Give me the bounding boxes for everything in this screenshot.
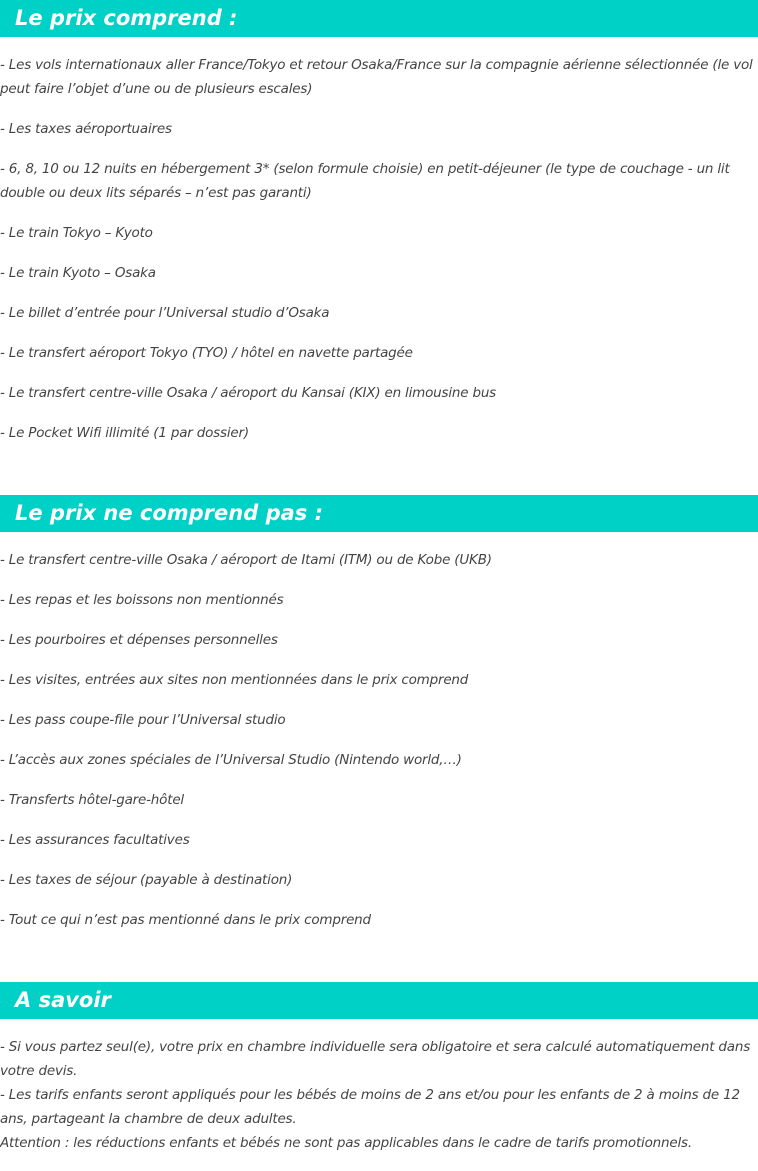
list-item: - L’accès aux zones spéciales de l’Universal Studio (Nintendo world,…) <box>0 752 462 768</box>
list-item: - Le billet d’entrée pour l’Universal studio d’Osaka <box>0 305 330 321</box>
list-item: - Si vous partez seul(e), votre prix en chambre individuelle sera obligatoire et sera calculé automatiquement dans votre devis. <box>0 1039 751 1079</box>
section-title-excludes: Le prix ne comprend pas : <box>0 495 758 532</box>
list-item: - Les taxes aéroportuaires <box>0 121 172 137</box>
list-item: - Les repas et les boissons non mentionnés <box>0 592 284 608</box>
list-item: - Le transfert centre-ville Osaka / aéroport de Itami (ITM) ou de Kobe (UKB) <box>0 552 492 568</box>
list-item: - Le train Tokyo – Kyoto <box>0 225 153 241</box>
section-title-includes: Le prix comprend : <box>0 0 758 37</box>
list-item: - Transferts hôtel-gare-hôtel <box>0 792 184 808</box>
list-item: - Les assurances facultatives <box>0 832 190 848</box>
list-item: - Les taxes de séjour (payable à destination) <box>0 872 293 888</box>
list-item: Attention : les réductions enfants et bébés ne sont pas applicables dans le cadre de tarifs promotionnels. <box>0 1135 692 1151</box>
list-item: - Les vols internationaux aller France/Tokyo et retour Osaka/France sur la compagnie aérienne sélectionnée (le vol peut faire l’objet d’une ou de plusieurs escales) <box>0 57 753 97</box>
list-item: - Le train Kyoto – Osaka <box>0 265 156 281</box>
list-item: - Le transfert centre-ville Osaka / aéroport du Kansai (KIX) en limousine bus <box>0 385 497 401</box>
list-item: - Les pourboires et dépenses personnelles <box>0 632 278 648</box>
list-item: - Les visites, entrées aux sites non mentionnées dans le prix comprend <box>0 672 469 688</box>
list-item: - Tout ce qui n’est pas mentionné dans le prix comprend <box>0 912 371 928</box>
section-title-good-to-know: A savoir <box>0 982 758 1019</box>
list-item: - Les pass coupe-file pour l’Universal studio <box>0 712 286 728</box>
list-item: - Les tarifs enfants seront appliqués pour les bébés de moins de 2 ans et/ou pour les enfants de 2 à moins de 12 ans, partageant la chambre de deux adultes. <box>0 1087 740 1127</box>
list-item: - Le transfert aéroport Tokyo (TYO) / hôtel en navette partagée <box>0 345 413 361</box>
list-item: - 6, 8, 10 ou 12 nuits en hébergement 3* (selon formule choisie) en petit-déjeuner (le type de couchage - un lit double ou deux lits séparés – n’est pas garanti) <box>0 161 730 201</box>
list-item: - Le Pocket Wifi illimité (1 par dossier) <box>0 425 249 441</box>
